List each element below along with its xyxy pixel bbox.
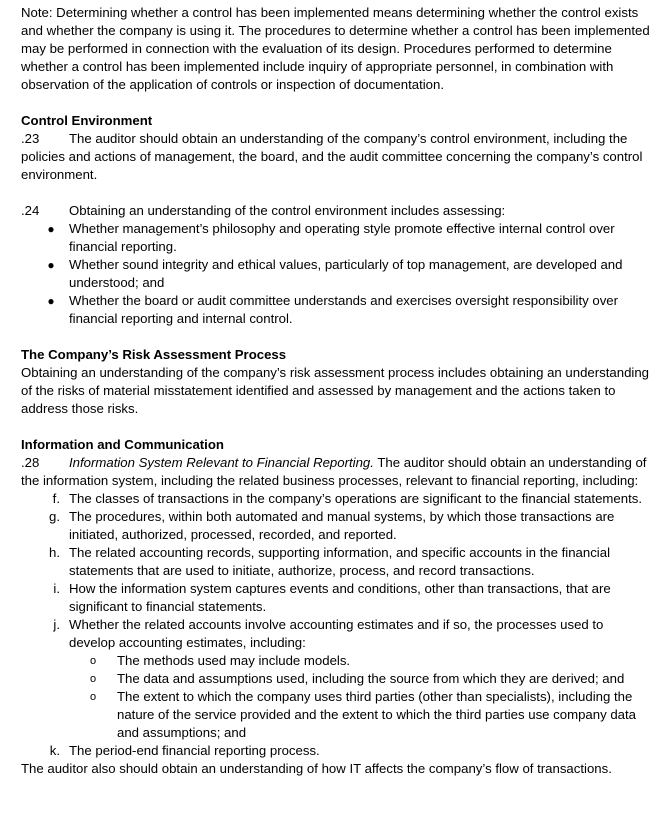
sub-list-item <box>69 652 650 670</box>
spacer <box>21 184 650 202</box>
paragraph-24-number: .24 <box>21 203 40 218</box>
paragraph-24-text: Obtaining an understanding of the control environment includes assessing: <box>69 203 506 218</box>
item-text: How the information system captures events and conditions, other than transactions, that are significant to financial statements. <box>69 581 611 614</box>
item-letter: f. <box>52 491 60 506</box>
information-communication-heading: Information and Communication <box>21 437 224 452</box>
sub-list-item <box>69 670 650 688</box>
sub-list-item <box>69 688 650 742</box>
item-letter: h. <box>49 545 60 560</box>
item-letter: k. <box>49 743 60 758</box>
bullet-icon: ● <box>47 222 55 236</box>
paragraph-24 <box>21 202 650 220</box>
item-letter: j. <box>53 617 60 632</box>
circle-bullet-icon: o <box>89 673 97 685</box>
circle-bullet-icon: o <box>89 655 97 667</box>
item-letter: i. <box>53 581 60 596</box>
information-system-list-continued <box>21 742 650 760</box>
paragraph-23-number: .23 <box>21 131 40 146</box>
list-item <box>21 742 650 760</box>
spacer <box>21 418 650 436</box>
control-environment-heading: Control Environment <box>21 113 153 128</box>
item-letter: g. <box>49 509 60 524</box>
sub-item-text: The data and assumptions used, including the source from which they are derived; and <box>117 671 625 686</box>
list-item <box>21 544 650 580</box>
list-item <box>21 490 650 508</box>
list-item <box>21 220 650 256</box>
closing-paragraph: The auditor also should obtain an understanding of how IT affects the company’s flow of transactions. <box>21 761 612 776</box>
sub-item-text: The extent to which the company uses third parties (other than specialists), including the nature of the service provided and the extent to which the third parties use company data and assumptions; and <box>117 689 637 740</box>
list-item <box>21 292 650 328</box>
paragraph-28-title: Information System Relevant to Financial Reporting. <box>69 455 374 470</box>
item-text: Whether the related accounts involve accounting estimates and if so, the processes used to develop accounting estimates, including: <box>69 617 604 650</box>
accounting-estimates-sublist <box>21 652 650 742</box>
bullet-text: Whether the board or audit committee understands and exercises oversight responsibility over financial reporting and internal control. <box>69 293 619 326</box>
item-text: The procedures, within both automated and manual systems, by which those transactions are initiated, authorized, processed, recorded, and reported. <box>69 509 615 542</box>
paragraph-23-text: The auditor should obtain an understanding of the company’s control environment, including the policies and actions of management, the board, and the audit committee concerning the company’s control environment. <box>21 131 643 182</box>
sub-item-text: The methods used may include models. <box>117 653 351 668</box>
note-paragraph: Note: Determining whether a control has been implemented means determining whether the control exists and whether the company is using it. The procedures to determine whether a control has been implemented may be performed in connection with the evaluation of its design. Procedures performed to determine whether a control has been implemented include inquiry of appropriate personnel, in combination with observation of the application of controls or inspection of documentation. <box>21 5 650 92</box>
spacer <box>21 94 650 112</box>
risk-assessment-heading: The Company’s Risk Assessment Process <box>21 347 287 362</box>
bullet-icon: ● <box>47 258 55 272</box>
list-item <box>21 256 650 292</box>
paragraph-28-number: .28 <box>21 455 40 470</box>
paragraph-28-text: The auditor should obtain an understanding of the information system, including the related business processes, relevant to financial reporting, including: <box>21 455 647 488</box>
paragraph-23 <box>21 130 650 184</box>
item-text: The related accounting records, supporting information, and specific accounts in the financial statements that are used to initiate, authorize, process, and record transactions. <box>69 545 610 578</box>
risk-assessment-text: Obtaining an understanding of the company’s risk assessment process includes obtaining an understanding of the risks of material misstatement identified and assessed by management and the actions taken to address those risks. <box>21 365 650 416</box>
item-text: The classes of transactions in the company’s operations are significant to the financial statements. <box>69 491 642 506</box>
bullet-text: Whether sound integrity and ethical values, particularly of top management, are developed and understood; and <box>69 257 623 290</box>
control-environment-bullet-list <box>21 220 650 328</box>
list-item <box>21 616 650 652</box>
bullet-text: Whether management’s philosophy and operating style promote effective internal control over financial reporting. <box>69 221 615 254</box>
paragraph-28 <box>21 454 650 490</box>
information-system-list <box>21 490 650 652</box>
bullet-icon: ● <box>47 294 55 308</box>
list-item <box>21 580 650 616</box>
item-text: The period-end financial reporting process. <box>69 743 320 758</box>
circle-bullet-icon: o <box>89 691 97 703</box>
spacer <box>21 328 650 346</box>
list-item <box>21 508 650 544</box>
